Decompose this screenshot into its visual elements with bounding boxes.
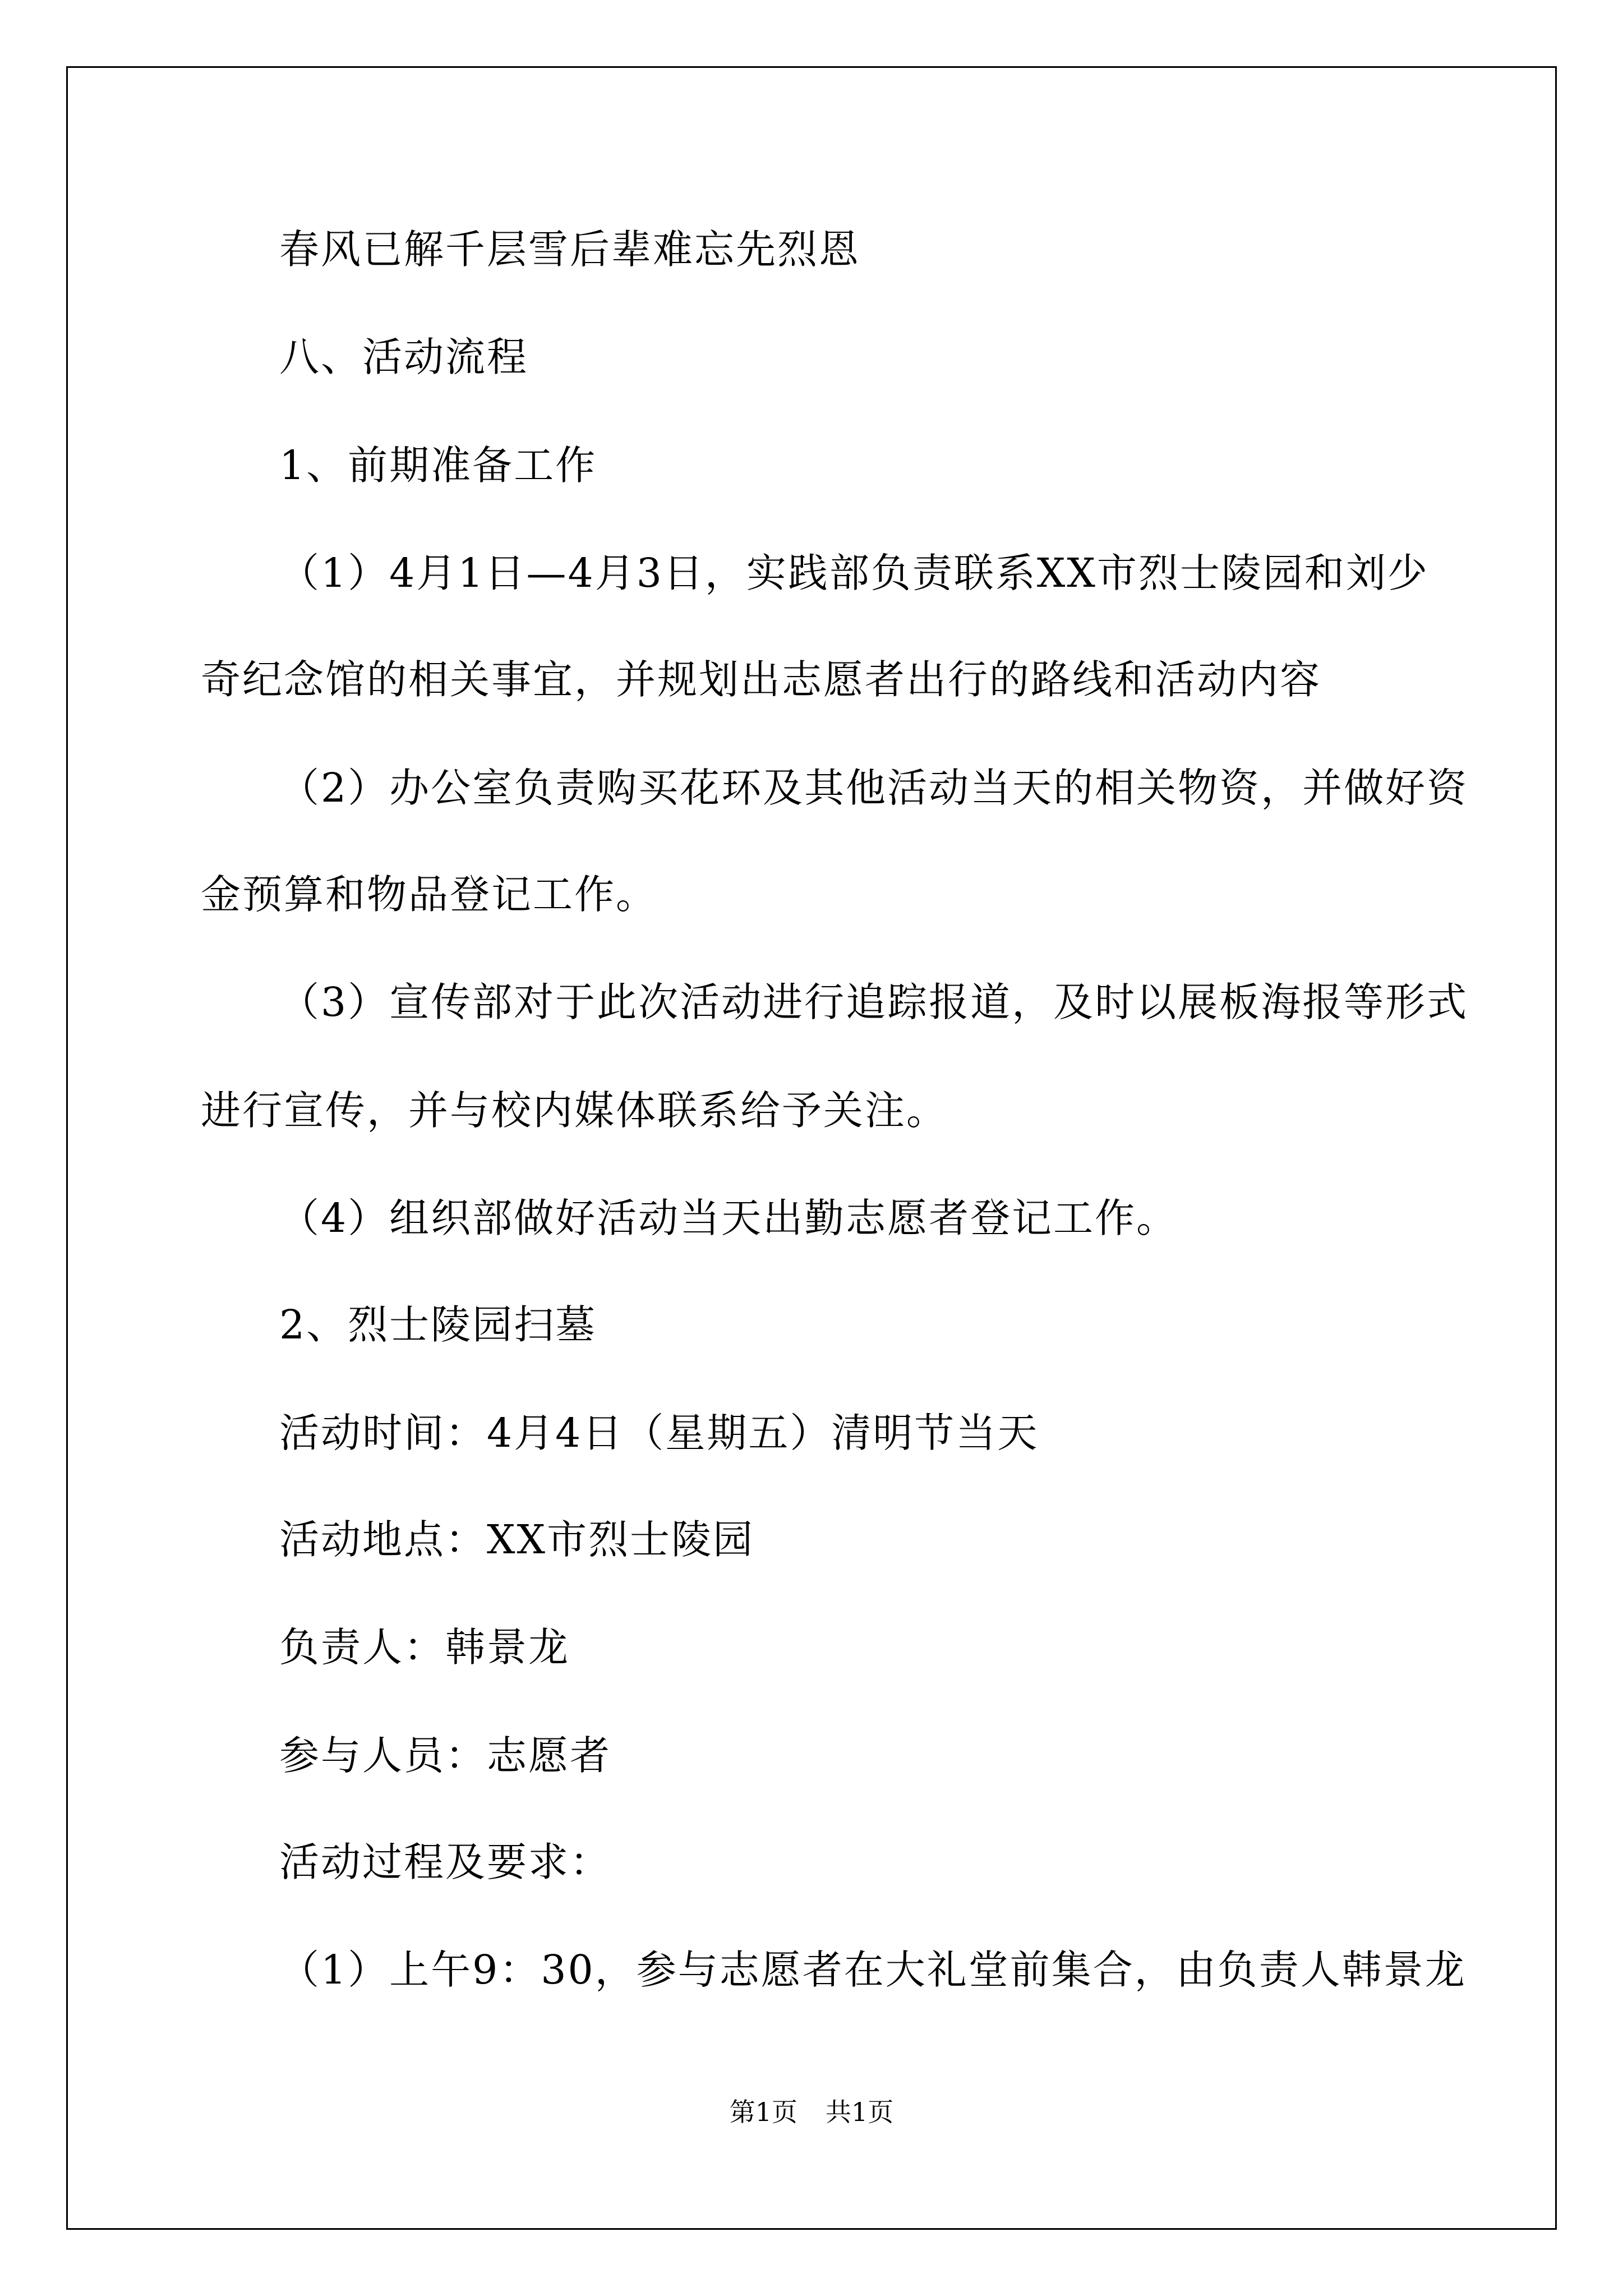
activity-lead: 负责人：韩景龙 bbox=[279, 1624, 570, 1671]
section-heading: 八、活动流程 bbox=[279, 334, 529, 380]
paragraph-line: （3）宣传部对于此次活动进行追踪报道，及时以展板海报等形式 bbox=[279, 979, 1469, 1025]
activity-time: 活动时间：4月4日（星期五）清明节当天 bbox=[279, 1410, 1039, 1456]
paragraph-line: （4）组织部做好活动当天出勤志愿者登记工作。 bbox=[279, 1195, 1178, 1241]
activity-location: 活动地点：XX市烈士陵园 bbox=[279, 1516, 755, 1563]
activity-requirements-heading: 活动过程及要求： bbox=[279, 1839, 612, 1885]
activity-participants: 参与人员：志愿者 bbox=[279, 1732, 612, 1779]
poem-line: 春风已解千层雪后辈难忘先烈恩 bbox=[279, 226, 861, 273]
paragraph-line: 进行宣传，并与校内媒体联系给予关注。 bbox=[201, 1087, 948, 1134]
page-number-current: 第1页 bbox=[729, 2097, 797, 2127]
paragraph-line: 金预算和物品登记工作。 bbox=[201, 871, 658, 918]
page-footer bbox=[0, 2095, 1623, 2129]
paragraph-line: （1）上午9：30，参与志愿者在大礼堂前集合，由负责人韩景龙 bbox=[279, 1947, 1467, 1993]
paragraph-line: （2）办公室负责购买花环及其他活动当天的相关物资，并做好资 bbox=[279, 765, 1469, 811]
subsection-heading: 2、烈士陵园扫墓 bbox=[279, 1301, 597, 1348]
paragraph-line: 奇纪念馆的相关事宜，并规划出志愿者出行的路线和活动内容 bbox=[201, 656, 1322, 703]
page-number-total: 共1页 bbox=[826, 2097, 894, 2127]
paragraph-line: （1）4月1日—4月3日，实践部负责联系XX市烈士陵园和刘少 bbox=[279, 550, 1429, 596]
subsection-heading: 1、前期准备工作 bbox=[279, 442, 597, 489]
